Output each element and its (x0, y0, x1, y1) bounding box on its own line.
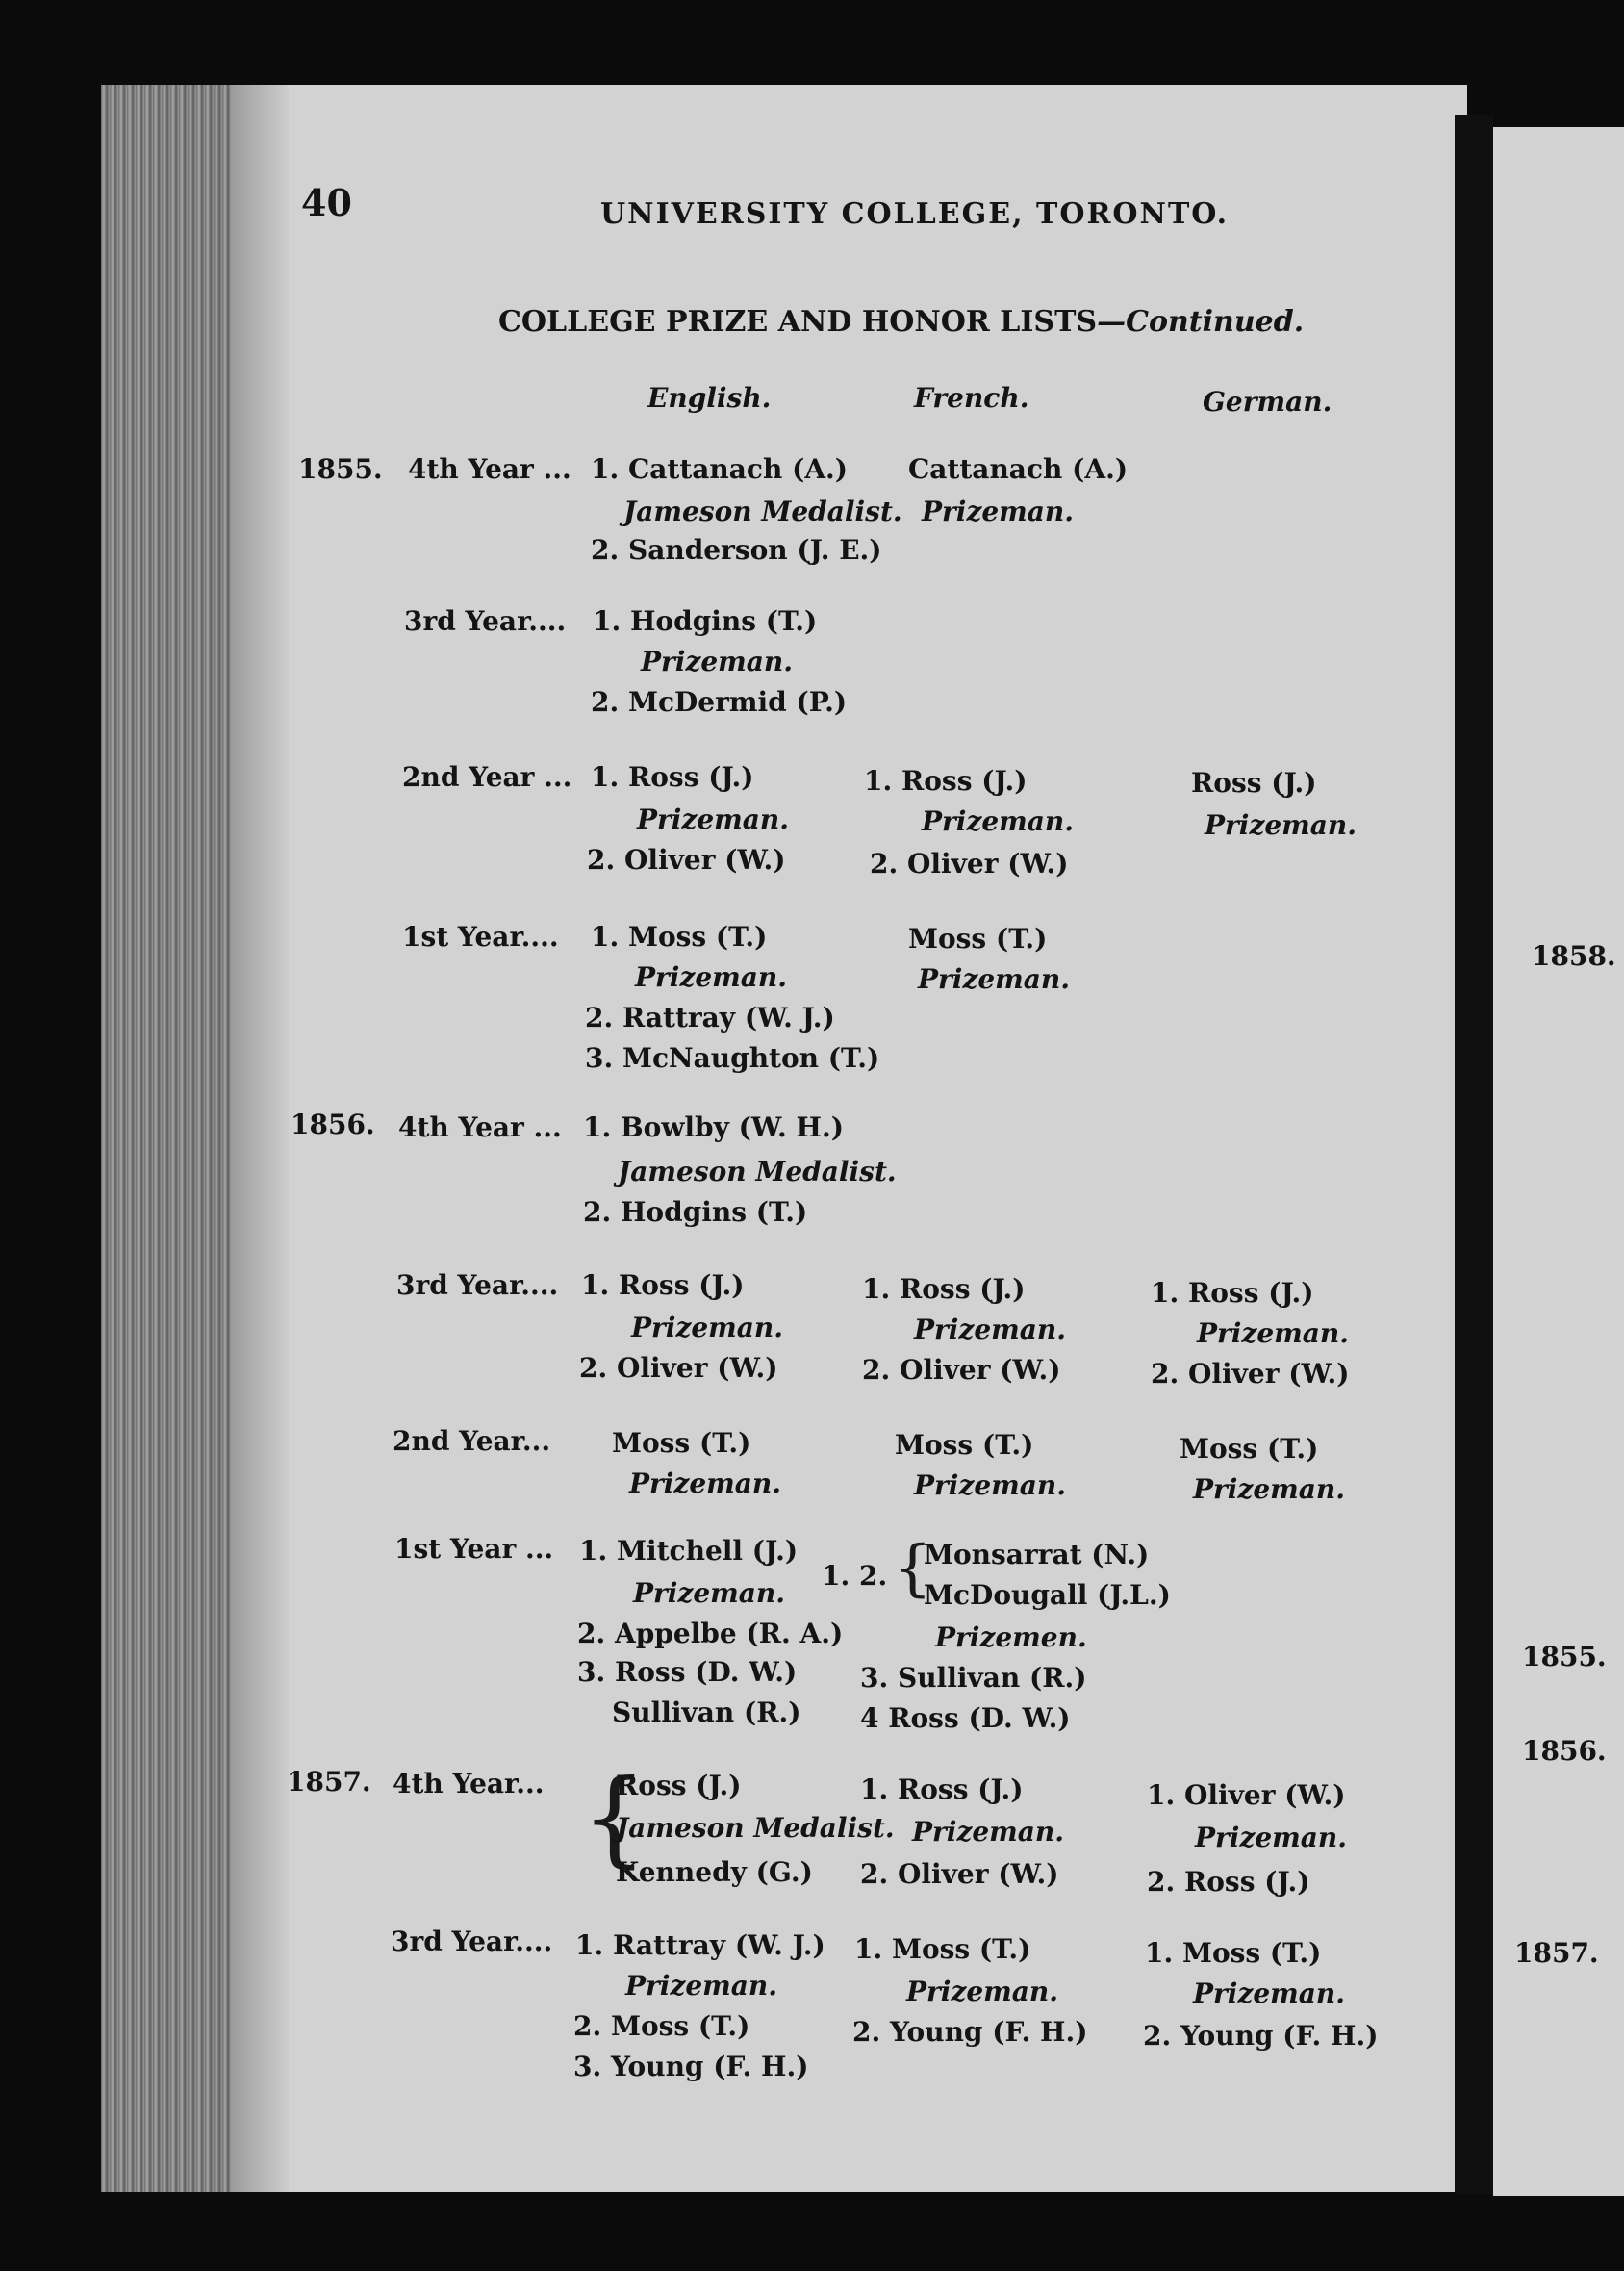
english-entry: 3. Ross (D. W.) (577, 1656, 798, 1688)
english-entry: 2. Hodgins (T.) (583, 1196, 808, 1228)
english-entry: 2. Oliver (W.) (587, 844, 786, 876)
english-note: Prizeman. (641, 646, 794, 677)
english-entry: Moss (T.) (612, 1427, 751, 1459)
french-entry: 2. Young (F. H.) (852, 2016, 1088, 2048)
english-entry: 1. Mitchell (J.) (579, 1535, 799, 1567)
english-entry: 3. Young (F. H.) (573, 2051, 809, 2082)
book-gutter (1455, 115, 1493, 2194)
german-note: Prizeman. (1195, 1822, 1348, 1853)
english-entry: 1. Hodgins (T.) (593, 605, 818, 637)
french-entry: 1. Ross (J.) (864, 765, 1028, 797)
french-entry: Monsarrat (N.) (924, 1539, 1150, 1570)
english-entry: Ross (J.) (616, 1770, 742, 1801)
french-note: Prizeman. (922, 805, 1075, 837)
german-entry: Moss (T.) (1180, 1433, 1319, 1465)
french-note: Prizeman. (918, 963, 1071, 995)
french-entry: Cattanach (A.) (908, 453, 1129, 485)
french-entry: 1. Ross (J.) (860, 1773, 1024, 1805)
english-entry: 2. Moss (T.) (573, 2010, 750, 2042)
binding-shadow (231, 85, 289, 2192)
german-note: Prizeman. (1193, 1473, 1346, 1505)
class-label: 4th Year ... (398, 1111, 562, 1143)
french-note: Prizeman. (922, 496, 1075, 527)
column-header-french: French. (914, 382, 1029, 414)
french-entry: 2. Oliver (W.) (870, 848, 1069, 880)
english-note: Prizeman. (625, 1970, 778, 2002)
german-entry: 2. Young (F. H.) (1143, 2020, 1379, 2052)
facing-page-year: 1855. (1522, 1641, 1607, 1672)
page-edges (101, 85, 231, 2192)
german-entry: 2. Oliver (W.) (1151, 1358, 1350, 1390)
english-note: Jameson Medalist. (616, 1812, 895, 1844)
french-note: Prizeman. (914, 1314, 1067, 1345)
english-entry: 2. Sanderson (J. E.) (591, 534, 882, 566)
class-label: 4th Year ... (408, 453, 571, 485)
english-entry: 3. McNaughton (T.) (585, 1042, 880, 1074)
german-note: Prizeman. (1193, 1978, 1346, 2009)
english-note: Prizeman. (637, 804, 790, 835)
class-label: 1st Year ... (394, 1533, 554, 1565)
french-note: Prizeman. (914, 1469, 1067, 1501)
class-label: 3rd Year.... (396, 1269, 559, 1301)
french-note: Prizemen. (935, 1621, 1087, 1653)
english-note: Jameson Medalist. (623, 496, 902, 527)
english-entry: Kennedy (G.) (616, 1856, 813, 1888)
english-brace: { (581, 1758, 647, 1878)
english-entry: 1. Ross (J.) (581, 1269, 745, 1301)
facing-page (1493, 127, 1624, 2196)
english-note: Prizeman. (633, 1577, 786, 1609)
english-entry: 1. Rattray (W. J.) (575, 1929, 825, 1961)
running-head: UNIVERSITY COLLEGE, TORONTO. (600, 197, 1230, 231)
french-note: Prizeman. (912, 1816, 1065, 1848)
english-note: Prizeman. (631, 1312, 784, 1343)
french-brace: { (893, 1533, 932, 1604)
german-entry: 1. Ross (J.) (1151, 1277, 1314, 1309)
facing-page-year: 1856. (1522, 1735, 1607, 1767)
french-entry: 1. Moss (T.) (854, 1933, 1031, 1965)
page-number: 40 (301, 181, 352, 224)
class-label: 4th Year... (393, 1768, 545, 1799)
german-entry: 1. Moss (T.) (1145, 1937, 1322, 1969)
english-entry: Sullivan (R.) (612, 1697, 801, 1728)
french-entry: 2. Oliver (W.) (860, 1858, 1059, 1890)
english-entry: 1. Moss (T.) (591, 921, 768, 953)
section-title-text: COLLEGE PRIZE AND HONOR LISTS (498, 305, 1098, 339)
year-1855: 1855. (298, 453, 383, 485)
english-entry: 2. Oliver (W.) (579, 1352, 778, 1384)
english-note: Prizeman. (635, 961, 788, 993)
english-entry: 1. Cattanach (A.) (591, 453, 849, 485)
english-entry: 2. Rattray (W. J.) (585, 1002, 835, 1033)
facing-page-year: 1858. (1532, 940, 1616, 972)
french-entry: McDougall (J.L.) (924, 1579, 1171, 1611)
year-1857: 1857. (287, 1766, 371, 1798)
french-note: Prizeman. (906, 1976, 1059, 2007)
german-note: Prizeman. (1197, 1317, 1350, 1349)
english-note: Jameson Medalist. (618, 1156, 897, 1187)
facing-page-year: 1857. (1514, 1937, 1599, 1969)
english-entry: 2. McDermid (P.) (591, 686, 848, 718)
class-label: 3rd Year.... (391, 1926, 553, 1957)
column-header-english: English. (647, 382, 772, 414)
french-rank: 1. 2. (822, 1560, 888, 1592)
class-label: 2nd Year... (393, 1425, 551, 1457)
year-1856: 1856. (291, 1109, 375, 1140)
french-entry: 2. Oliver (W.) (862, 1354, 1061, 1386)
class-label: 3rd Year.... (404, 605, 567, 637)
german-entry: 1. Oliver (W.) (1147, 1779, 1346, 1811)
german-entry: 2. Ross (J.) (1147, 1866, 1310, 1898)
class-label: 2nd Year ... (402, 761, 572, 793)
french-entry: 4 Ross (D. W.) (860, 1702, 1071, 1734)
english-entry: 1. Bowlby (W. H.) (583, 1111, 844, 1143)
column-header-german: German. (1203, 386, 1332, 418)
class-label: 1st Year.... (402, 921, 559, 953)
section-title (498, 305, 1305, 339)
french-entry: Moss (T.) (908, 923, 1048, 955)
english-note: Prizeman. (629, 1467, 782, 1499)
german-note: Prizeman. (1205, 809, 1358, 841)
french-entry: 3. Sullivan (R.) (860, 1662, 1087, 1694)
german-entry: Ross (J.) (1191, 767, 1317, 799)
english-entry: 2. Appelbe (R. A.) (577, 1618, 844, 1649)
english-entry: 1. Ross (J.) (591, 761, 754, 793)
section-title-suffix: —Continued. (1097, 305, 1305, 339)
french-entry: Moss (T.) (895, 1429, 1034, 1461)
french-entry: 1. Ross (J.) (862, 1273, 1026, 1305)
